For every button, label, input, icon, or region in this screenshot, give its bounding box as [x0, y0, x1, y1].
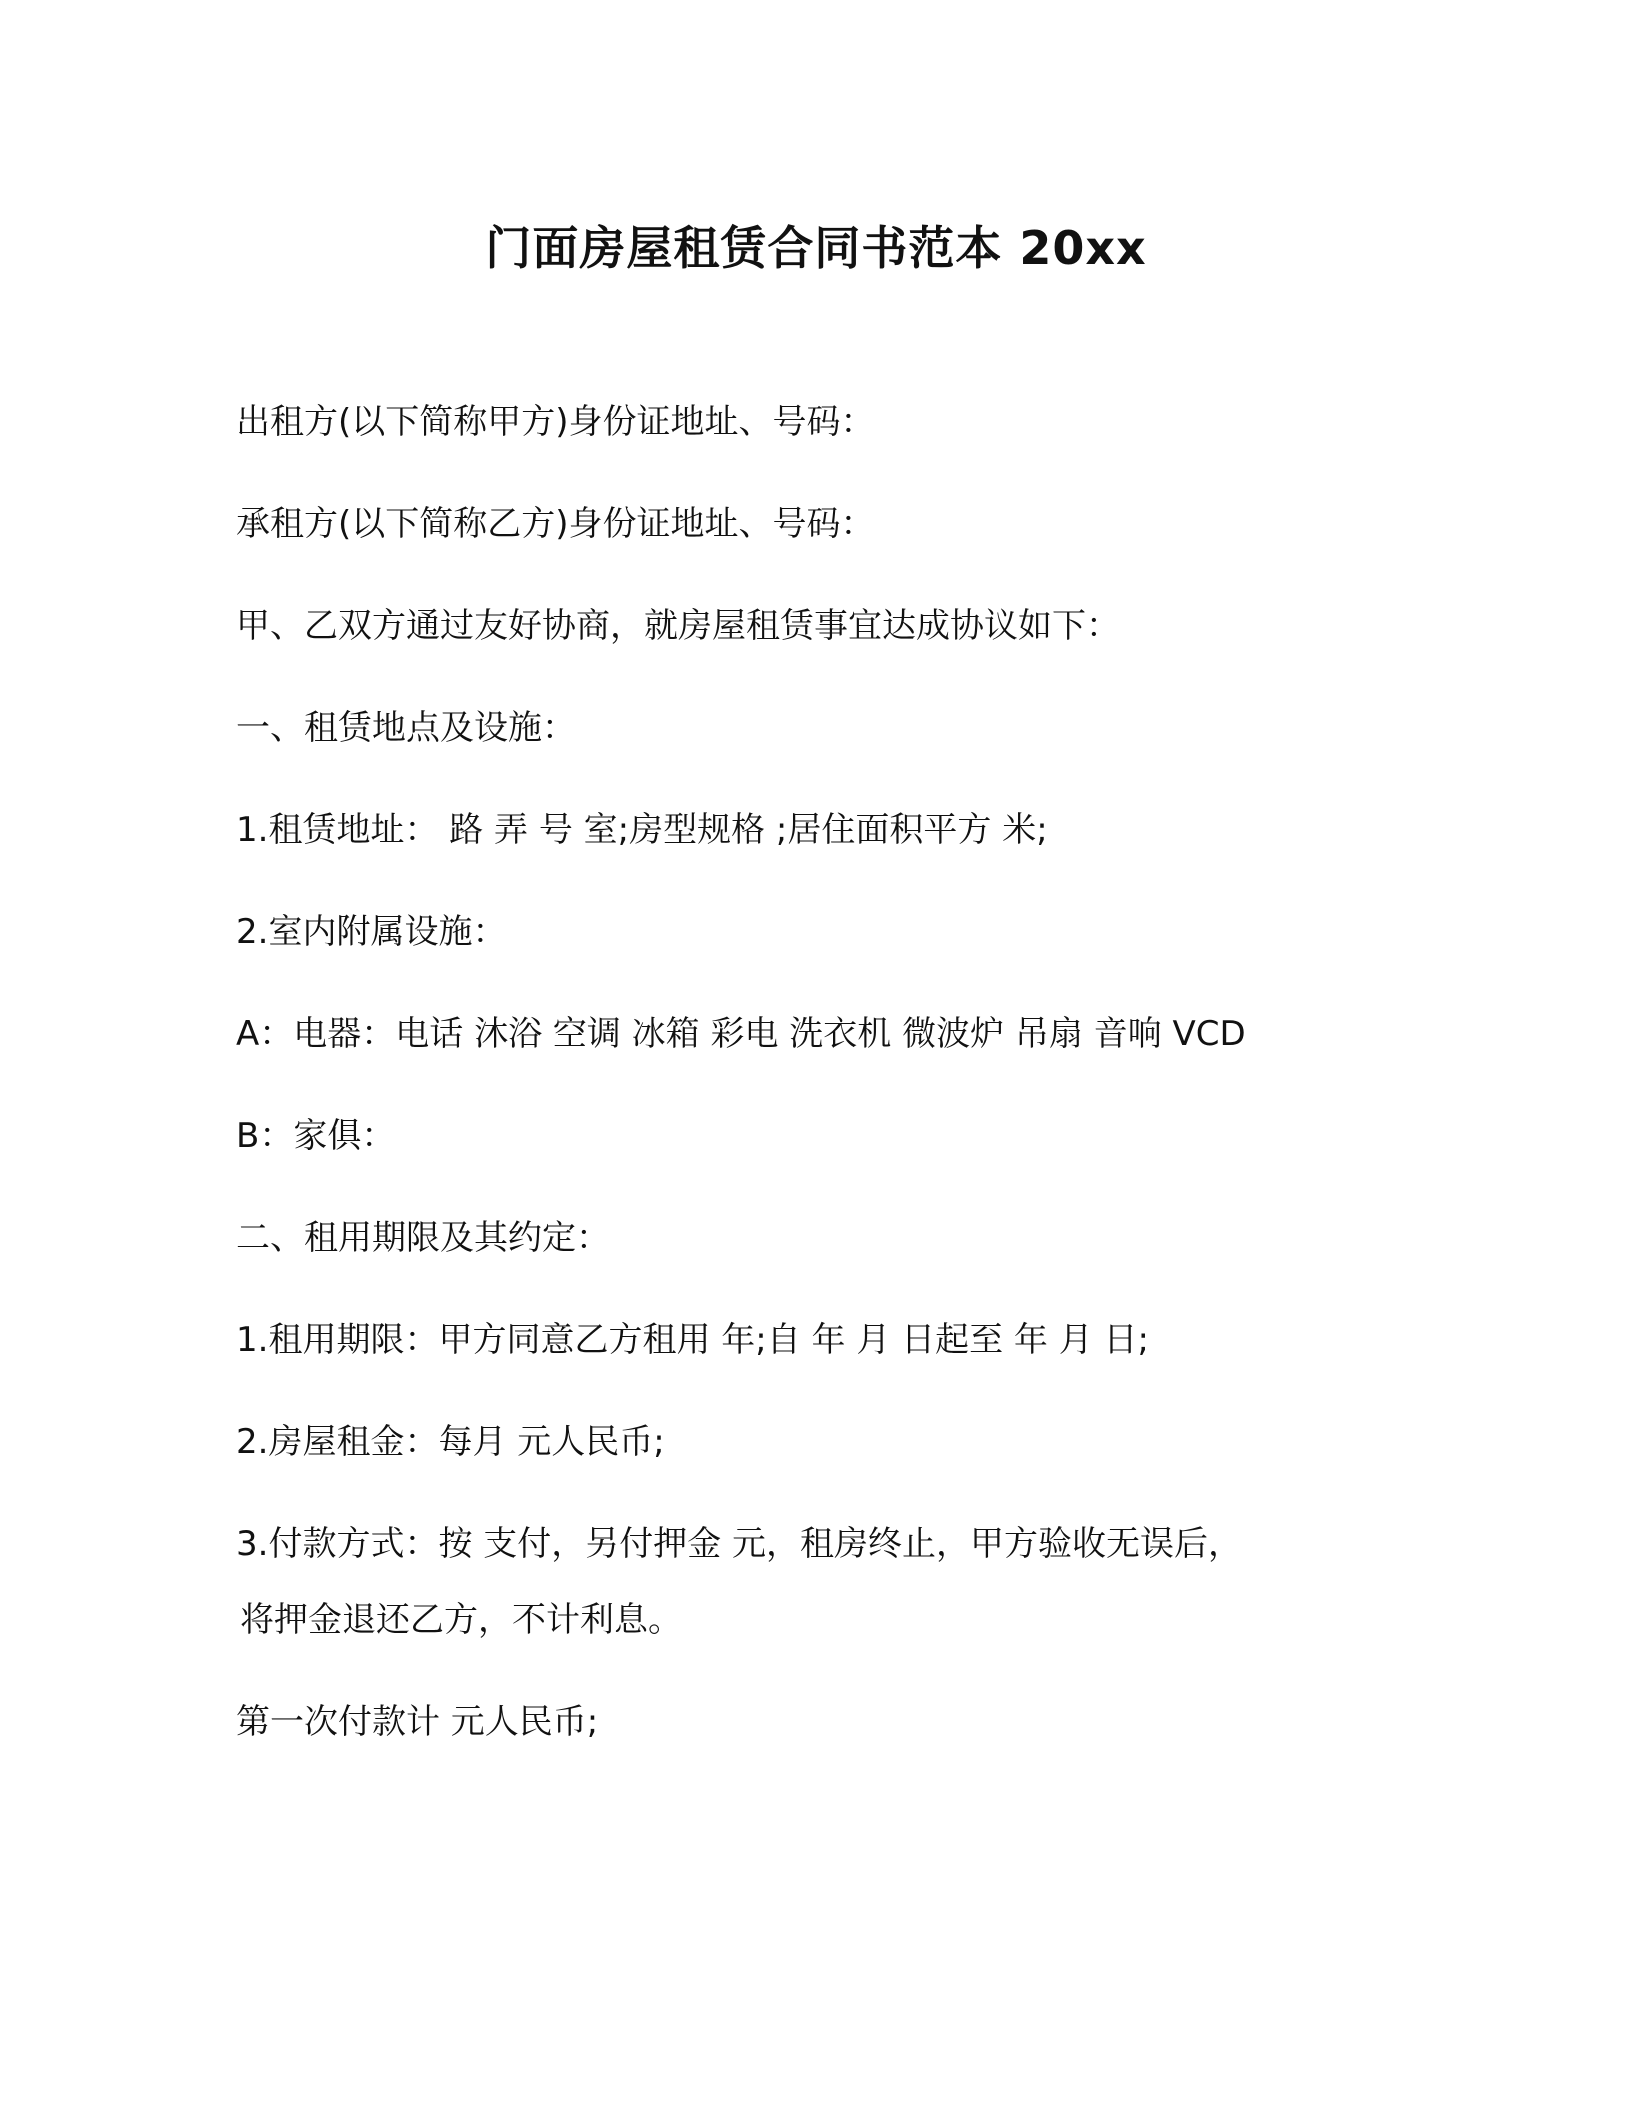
paragraph-furniture: B：家俱：	[236, 1116, 396, 1156]
paragraph-lessor: 出租方(以下简称甲方)身份证地址、号码：	[236, 402, 875, 442]
paragraph-lease-term: 1.租用期限：甲方同意乙方租用 年;自 年 月 日起至 年 月 日;	[236, 1320, 1150, 1360]
paragraph-facilities: 2.室内附属设施：	[236, 912, 507, 952]
paragraph-first-payment: 第一次付款计 元人民币;	[236, 1702, 599, 1742]
section-heading-term: 二、租用期限及其约定：	[236, 1218, 610, 1258]
paragraph-address: 1.租赁地址： 路 弄 号 室;房型规格 ;居住面积平方 米;	[236, 810, 1048, 850]
paragraph-lessee: 承租方(以下简称乙方)身份证地址、号码：	[236, 504, 875, 544]
paragraph-rent: 2.房屋租金：每月 元人民币;	[236, 1422, 665, 1462]
document-title: 门面房屋租赁合同书范本 20xx	[485, 221, 1147, 275]
paragraph-payment-method: 3.付款方式：按 支付，另付押金 元，租房终止，甲方验收无误后，	[236, 1524, 1243, 1564]
section-heading-location: 一、租赁地点及设施：	[236, 708, 576, 748]
paragraph-appliances: A：电器：电话 沐浴 空调 冰箱 彩电 洗衣机 微波炉 吊扇 音响 VCD	[236, 1014, 1246, 1054]
paragraph-agreement-intro: 甲、乙双方通过友好协商，就房屋租赁事宜达成协议如下：	[236, 606, 1120, 646]
paragraph-payment-method-continued: 将押金退还乙方，不计利息。	[240, 1600, 682, 1640]
